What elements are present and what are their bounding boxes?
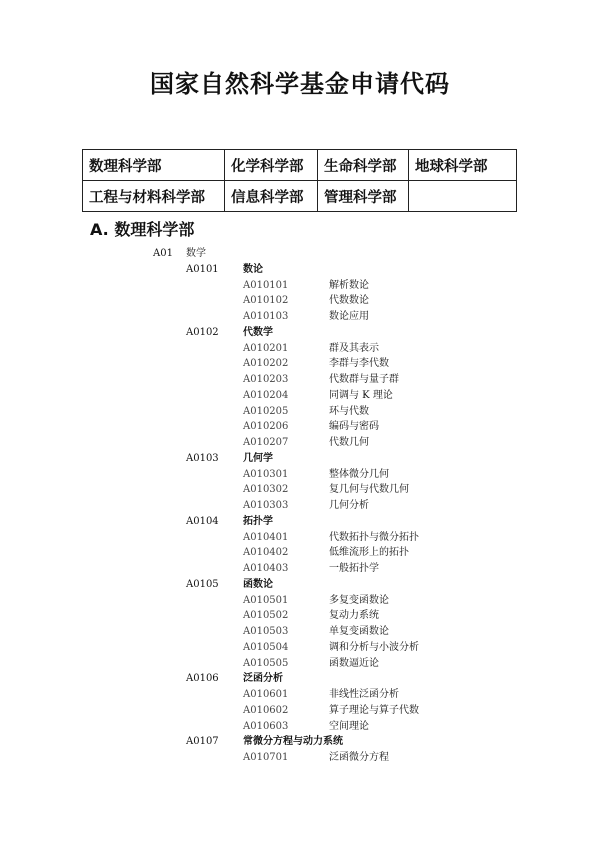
list-item <box>0 356 600 372</box>
list-item <box>0 671 600 687</box>
code-name: 数论 <box>243 263 263 275</box>
list-item <box>0 530 600 546</box>
table-row <box>83 181 517 212</box>
code-name: 泛函微分方程 <box>329 752 389 763</box>
list-item <box>0 278 600 294</box>
table-cell: 管理科学部 <box>318 181 409 212</box>
list-item <box>0 372 600 388</box>
list-item <box>0 404 600 420</box>
code-name: 函数论 <box>243 578 273 590</box>
code-label: A01 <box>153 248 173 259</box>
code-name: 几何分析 <box>329 500 369 511</box>
code-list <box>0 246 600 766</box>
code-label: A010303 <box>243 500 289 511</box>
code-name: 代数数论 <box>329 295 369 307</box>
list-item <box>0 514 600 530</box>
code-name: 解析数论 <box>329 279 369 291</box>
code-label: A010402 <box>243 547 289 559</box>
code-name: 代数群与量子群 <box>329 374 399 385</box>
table-row <box>83 150 517 181</box>
code-label: A010202 <box>243 358 289 370</box>
code-name: 算子理论与算子代数 <box>329 704 419 716</box>
list-item <box>0 703 600 719</box>
code-name: 拓扑学 <box>243 515 273 527</box>
table-cell: 数理科学部 <box>83 150 225 181</box>
code-name: 李群与李代数 <box>329 358 389 370</box>
code-label: A0107 <box>186 736 219 748</box>
list-item <box>0 750 600 766</box>
code-label: A010501 <box>243 594 289 606</box>
list-item <box>0 624 600 640</box>
code-label: A010401 <box>243 531 289 543</box>
code-name: 泛函分析 <box>243 673 283 685</box>
code-label: A010201 <box>243 342 289 354</box>
code-label: A0103 <box>186 452 219 464</box>
code-label: A010207 <box>243 437 289 448</box>
code-name: 代数拓扑与微分拓扑 <box>329 531 419 543</box>
code-label: A0104 <box>186 515 219 527</box>
list-item <box>0 687 600 703</box>
code-label: A010701 <box>243 752 289 763</box>
code-name: 编码与密码 <box>329 421 379 433</box>
code-name: 低维流形上的拓扑 <box>329 547 409 559</box>
list-item <box>0 577 600 593</box>
code-label: A010503 <box>243 626 289 637</box>
list-item <box>0 640 600 656</box>
list-item <box>0 419 600 435</box>
table-cell: 生命科学部 <box>318 150 409 181</box>
code-label: A010302 <box>243 484 289 496</box>
list-item <box>0 482 600 498</box>
code-name: 函数逼近论 <box>329 657 379 669</box>
code-label: A010103 <box>243 311 289 322</box>
code-name: 单复变函数论 <box>329 626 389 637</box>
code-label: A010102 <box>243 295 289 307</box>
list-item <box>0 341 600 357</box>
department-table <box>82 149 517 212</box>
code-name: 调和分析与小波分析 <box>329 641 419 653</box>
list-item <box>0 325 600 341</box>
code-name: 代数学 <box>243 326 273 338</box>
code-name: 复动力系统 <box>329 610 379 622</box>
list-item <box>0 719 600 735</box>
code-name: 几何学 <box>243 452 273 464</box>
code-name: 非线性泛函分析 <box>329 689 399 700</box>
list-item <box>0 656 600 672</box>
code-label: A010403 <box>243 563 289 574</box>
code-label: A010502 <box>243 610 289 622</box>
code-label: A010206 <box>243 421 289 433</box>
code-name: 一般拓扑学 <box>329 563 379 574</box>
code-name: 整体微分几何 <box>329 468 389 480</box>
code-label: A010601 <box>243 689 289 700</box>
code-label: A010205 <box>243 405 289 417</box>
code-name: 代数几何 <box>329 437 369 448</box>
code-name: 数论应用 <box>329 311 369 322</box>
page-title: 国家自然科学基金申请代码 <box>150 70 450 98</box>
list-item <box>0 593 600 609</box>
code-label: A010603 <box>243 720 289 732</box>
code-label: A010204 <box>243 389 289 401</box>
list-item <box>0 246 600 262</box>
code-name: 空间理论 <box>329 720 369 732</box>
list-item <box>0 293 600 309</box>
table-cell <box>409 181 517 212</box>
code-label: A010602 <box>243 704 289 716</box>
code-label: A010101 <box>243 279 289 291</box>
section-heading: A. 数理科学部 <box>90 220 195 239</box>
table-cell: 化学科学部 <box>225 150 318 181</box>
code-label: A0101 <box>186 263 219 275</box>
list-item <box>0 608 600 624</box>
code-name: 多复变函数论 <box>329 594 389 606</box>
list-item <box>0 435 600 451</box>
code-name: 复几何与代数几何 <box>329 484 409 496</box>
list-item <box>0 467 600 483</box>
code-name: 群及其表示 <box>329 342 379 354</box>
table-cell: 信息科学部 <box>225 181 318 212</box>
list-item <box>0 561 600 577</box>
code-name: 同调与 K 理论 <box>329 389 393 401</box>
list-item <box>0 545 600 561</box>
code-label: A0102 <box>186 326 219 338</box>
list-item <box>0 451 600 467</box>
list-item <box>0 498 600 514</box>
table-cell: 工程与材料科学部 <box>83 181 225 212</box>
code-name: 常微分方程与动力系统 <box>243 736 343 748</box>
list-item <box>0 309 600 325</box>
code-name: 数学 <box>186 248 206 259</box>
code-label: A0106 <box>186 673 219 685</box>
code-label: A010203 <box>243 374 289 385</box>
table-cell: 地球科学部 <box>409 150 517 181</box>
code-label: A010301 <box>243 468 289 480</box>
list-item <box>0 734 600 750</box>
code-label: A0105 <box>186 578 219 590</box>
code-name: 环与代数 <box>329 405 369 417</box>
list-item <box>0 262 600 278</box>
code-label: A010505 <box>243 657 289 669</box>
code-label: A010504 <box>243 641 289 653</box>
list-item <box>0 388 600 404</box>
